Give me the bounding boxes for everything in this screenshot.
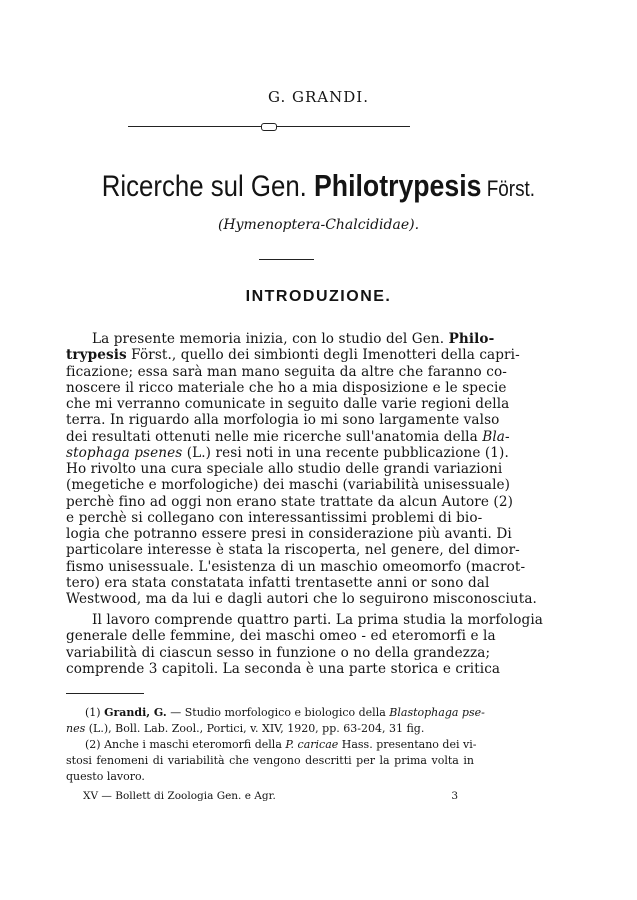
body-line: comprende 3 capitoli. La seconda è una parte storica e critica xyxy=(66,660,501,677)
text-run: — Studio morfologico e biologico della xyxy=(166,706,390,719)
text-run: (L.) resi noti in una recente pubblicazione (1). xyxy=(182,444,509,461)
species-italic: Bla- xyxy=(482,428,510,445)
footnote-line xyxy=(66,722,474,735)
footnote-line: questo lavoro. xyxy=(66,770,145,783)
text-run: dei resultati ottenuti nelle mie ricerche sull'anatomia della xyxy=(66,428,483,445)
title-authority: Först. xyxy=(481,176,536,201)
species-italic: P. caricae xyxy=(285,738,339,751)
body-line: Westwood, ma da lui e dagli autori che lo seguirono misconosciuta. xyxy=(66,591,537,607)
body-line: terra. In riguardo alla morfologia io mi sono largamente valso xyxy=(66,412,500,429)
journal-citation: XV — Bollett di Zoologia Gen. e Agr. xyxy=(83,790,276,802)
body-line: tero) era stata constatata infatti trentasette anni or sono dal xyxy=(66,574,490,591)
article-title xyxy=(45,168,593,204)
body-line: che mi verranno comunicate in seguito dalle varie regioni della xyxy=(66,396,510,412)
body-line: ficazione; essa sarà man mano seguita da altre che faranno co- xyxy=(66,363,507,380)
body-line: Ho rivolto una cura speciale allo studio delle grandi variazioni xyxy=(66,461,503,477)
author-name: G. GRANDI. xyxy=(268,88,369,106)
body-line xyxy=(66,428,510,445)
footnote-line: stosi fenomeni di variabilità che vengono descritti per la prima volta in xyxy=(66,754,474,767)
title-divider xyxy=(259,259,314,260)
body-line: e perchè si collegano con interessantissimi problemi di bio- xyxy=(66,509,483,526)
body-line: perchè fino ad oggi non erano state trattate da alcun Autore (2) xyxy=(66,493,513,510)
body-line xyxy=(92,331,495,347)
text-run: Hass. presentano dei vi- xyxy=(338,738,477,751)
text-run: Först., quello dei simbionti degli Imenotteri della capri- xyxy=(126,347,520,364)
text-run: (L.), Boll. Lab. Zool., Portici, v. XIV, 1920, pp. 63-204, 31 fig. xyxy=(85,722,425,735)
body-line: (megetiche e morfologiche) dei maschi (variabilità unisessuale) xyxy=(66,477,511,494)
species-italic: Blastophaga pse- xyxy=(389,706,485,719)
body-line: logia che potranno essere presi in considerazione più avanti. Di xyxy=(66,526,512,542)
title-prefix: Ricerche sul Gen. xyxy=(101,170,315,203)
body-line: generale delle femmine, dei maschi omeo - ed eteromorfi e la xyxy=(66,628,496,645)
ornamental-rule xyxy=(128,123,410,131)
body-line: noscere il ricco materiale che ho a mia disposizione e le specie xyxy=(66,379,507,396)
genus-bold: trypesis xyxy=(66,347,127,364)
species-italic: nes xyxy=(66,722,86,735)
body-line xyxy=(66,347,520,364)
page-footer xyxy=(83,790,458,802)
text-run: (2) Anche i maschi eteromorfi della xyxy=(85,738,286,751)
text-run: La presente memoria inizia, con lo studio del Gen. xyxy=(92,331,449,347)
subtitle-taxon: (Hymenoptera-Chalcididae). xyxy=(217,217,420,233)
body-line: variabilità di ciascun sesso in funzione o no della grandezza; xyxy=(66,644,491,661)
fn-marker: (1) xyxy=(85,706,105,719)
body-line: Il lavoro comprende quattro parti. La prima studia la morfologia xyxy=(92,612,543,628)
species-italic: stophaga psenes xyxy=(66,444,183,461)
fn-author-bold: Grandi, G. xyxy=(104,706,167,719)
article-subtitle xyxy=(0,217,637,233)
footnote-rule xyxy=(66,693,144,694)
title-genus: Philotrypesis xyxy=(314,168,482,203)
body-line xyxy=(66,444,509,461)
rule-ornament xyxy=(261,123,277,131)
body-line: fismo unisessuale. L'esistenza di un maschio omeomorfo (macrot- xyxy=(66,558,526,575)
footnote-line xyxy=(85,738,477,751)
page-number: 3 xyxy=(451,790,458,802)
footnote-line xyxy=(85,706,485,719)
section-heading: INTRODUZIONE. xyxy=(245,288,392,305)
body-line: particolare interesse è stata la riscoperta, nel genere, del dimor- xyxy=(66,542,520,559)
genus-bold: Philo- xyxy=(448,331,495,347)
